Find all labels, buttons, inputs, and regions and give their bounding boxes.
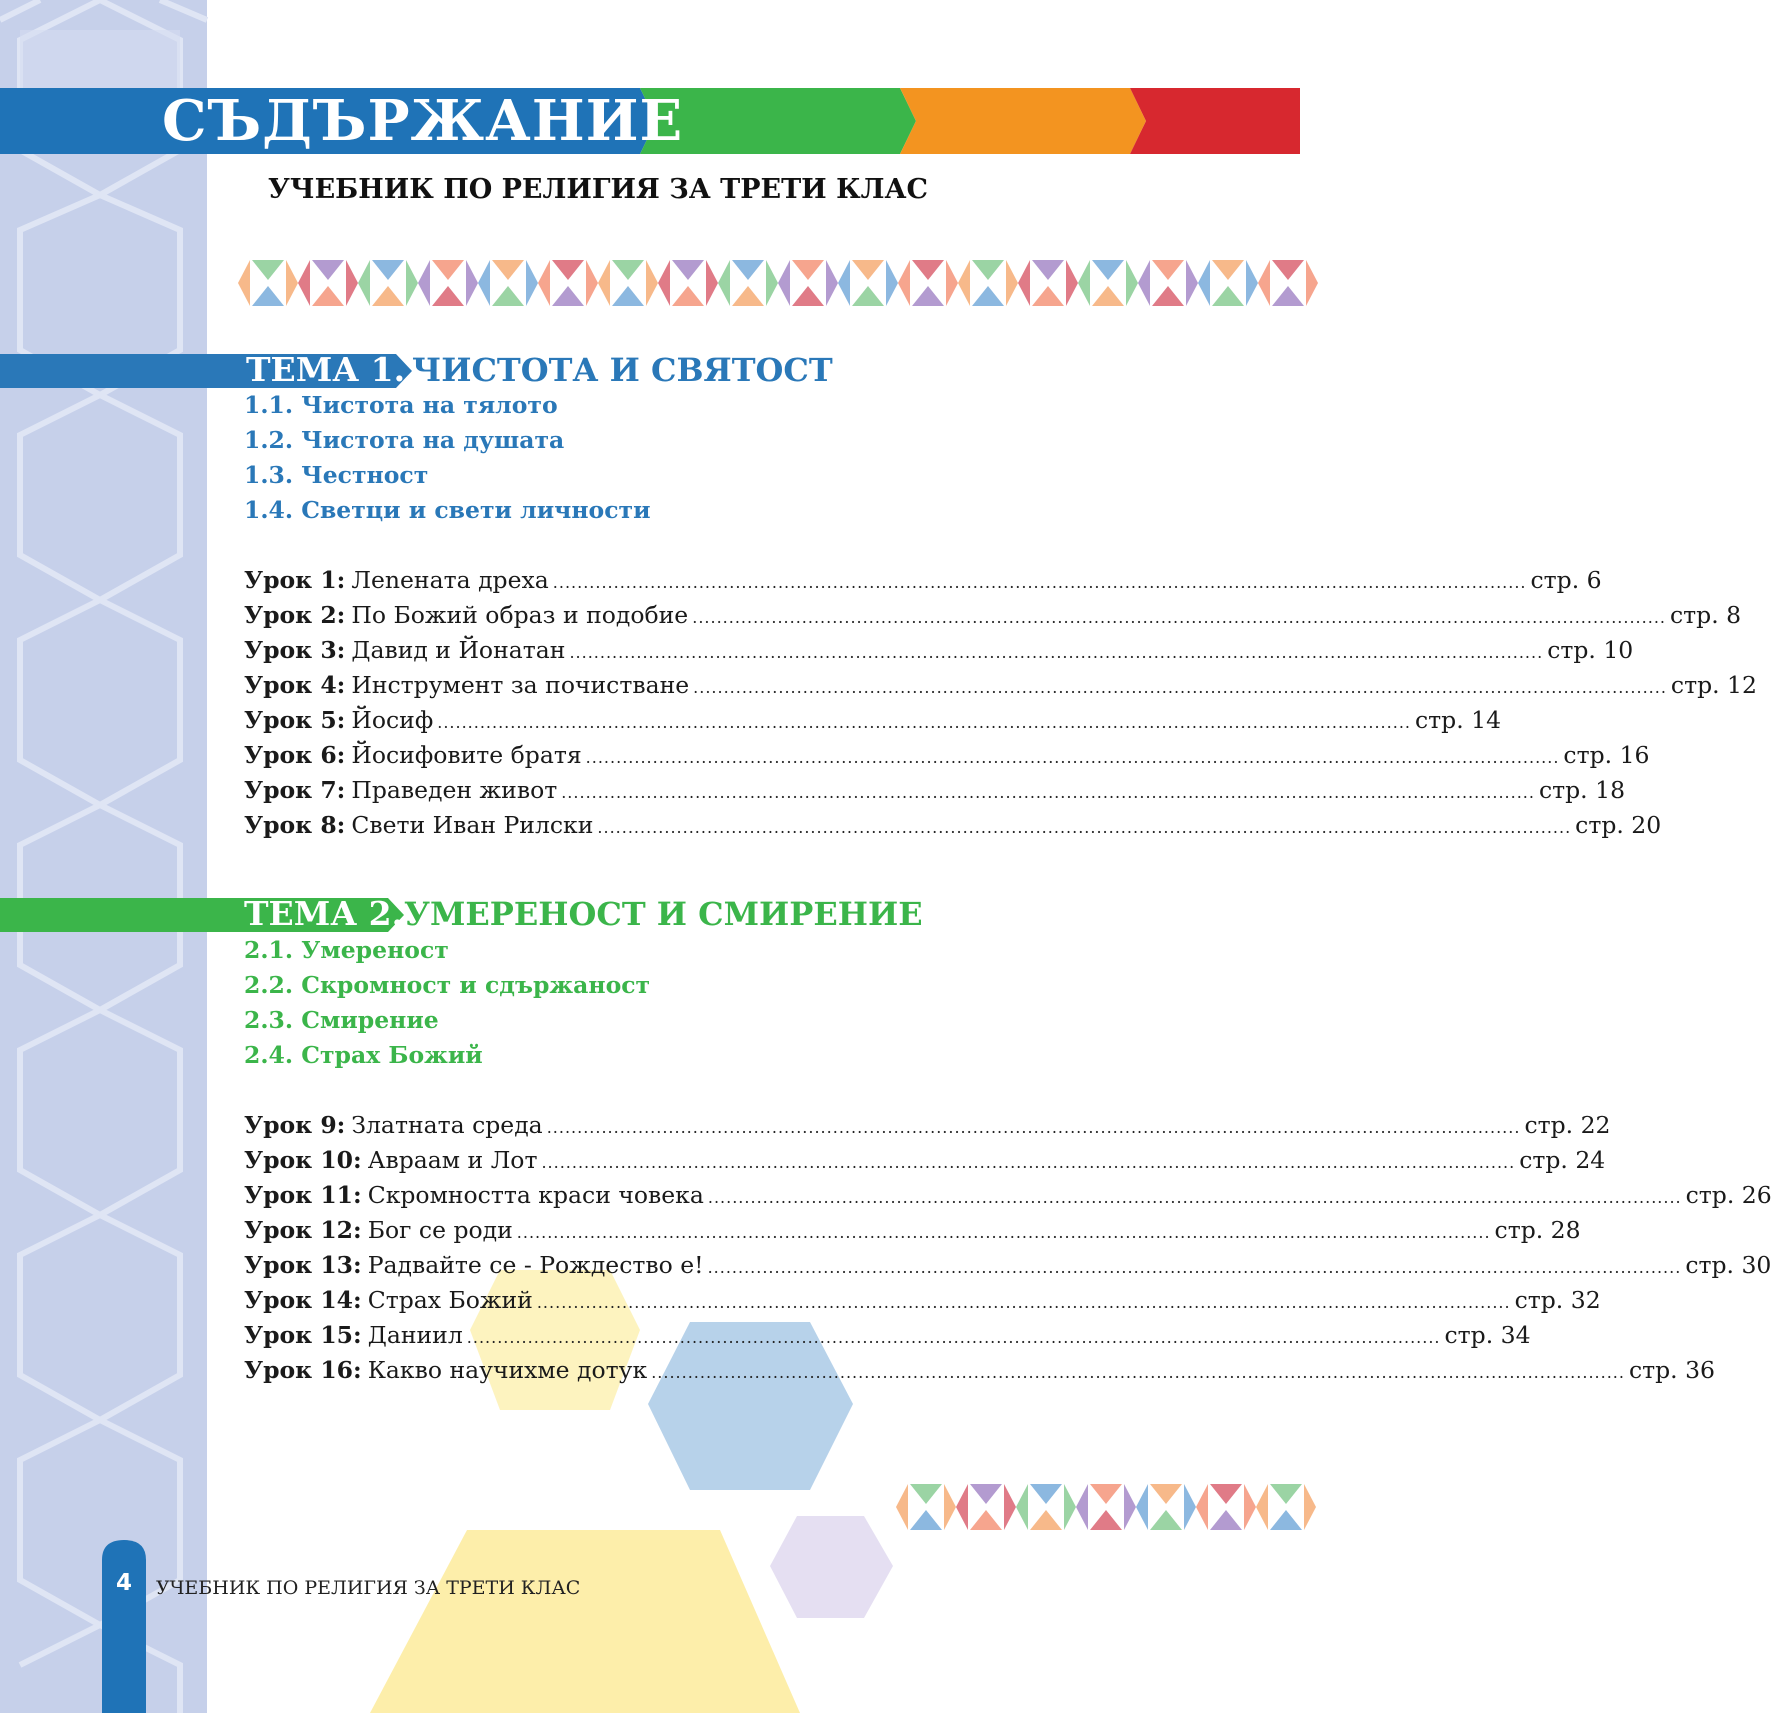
- lesson-page: стр. 12: [1670, 671, 1757, 699]
- lesson-title: Радвайте се - Рождество е!: [367, 1251, 704, 1279]
- dot-leader: ................................................................................................................................................................: [546, 1118, 1521, 1137]
- theme-1-label: ТЕМА 1.: [246, 350, 406, 389]
- pattern-tile: [238, 260, 250, 306]
- pattern-tile: [1150, 1510, 1182, 1530]
- subtopic-item: 1.2. Чистота на душата: [244, 426, 565, 454]
- lesson-number: Урок 5:: [244, 706, 346, 734]
- pattern-tile: [1306, 260, 1318, 306]
- dot-leader: ................................................................................................................................................................: [516, 1223, 1491, 1242]
- subtopic-item: 2.4. Страх Божий: [244, 1041, 483, 1069]
- pattern-tile: [1246, 260, 1258, 306]
- theme-2-label: ТЕМА 2.: [244, 894, 404, 933]
- dot-leader: ................................................................................................................................................................: [552, 573, 1527, 592]
- pattern-tile: [970, 1484, 1002, 1504]
- lesson-page: стр. 16: [1563, 741, 1650, 769]
- dot-leader: ................................................................................................................................................................: [597, 818, 1572, 837]
- pattern-tile: [552, 286, 584, 306]
- lesson-title: Праведен живот: [351, 776, 558, 804]
- pattern-tile: [466, 260, 478, 306]
- lesson-number: Урок 6:: [244, 741, 346, 769]
- lesson-row: [244, 1146, 1606, 1181]
- pattern-tile: [718, 260, 730, 306]
- pattern-tile: [912, 260, 944, 280]
- lesson-title: Йосифовите братя: [351, 741, 582, 769]
- lesson-title: Авраам и Лот: [367, 1146, 538, 1174]
- dot-leader: ................................................................................................................................................................: [707, 1188, 1682, 1207]
- pattern-tile: [286, 260, 298, 306]
- lesson-row: [244, 741, 1650, 776]
- theme-1-lesson-list: [244, 566, 1757, 846]
- pattern-tile: [298, 260, 310, 306]
- pattern-tile: [1272, 286, 1304, 306]
- lesson-title: Свети Иван Рилски: [351, 811, 594, 839]
- pattern-tile: [778, 260, 790, 306]
- pattern-tile: [972, 260, 1004, 280]
- pattern-tile: [1270, 1510, 1302, 1530]
- pattern-tile: [1210, 1484, 1242, 1504]
- dot-leader: ................................................................................................................................................................: [569, 643, 1544, 662]
- subtopic-item: 1.1. Чистота на тялото: [244, 391, 558, 419]
- lesson-page: стр. 22: [1524, 1111, 1611, 1139]
- pattern-tile: [1090, 1510, 1122, 1530]
- lesson-title: Скромността краси човека: [367, 1181, 704, 1209]
- pattern-tile: [492, 260, 524, 280]
- pattern-tile: [1138, 260, 1150, 306]
- subtopic-item: 2.2. Скромност и сдържаност: [244, 971, 651, 999]
- pattern-tile: [372, 286, 404, 306]
- pattern-tile: [658, 260, 670, 306]
- pattern-tile: [1030, 1510, 1062, 1530]
- pattern-tile: [526, 260, 538, 306]
- pattern-tile: [1092, 260, 1124, 280]
- decorative-pattern-border-bottom: [896, 1482, 1300, 1532]
- lesson-row: [244, 1356, 1716, 1391]
- pattern-tile: [912, 286, 944, 306]
- pattern-tile: [492, 286, 524, 306]
- lesson-row: [244, 1111, 1611, 1146]
- decorative-pattern-border-top: [238, 258, 1300, 308]
- dot-leader: ................................................................................................................................................................: [585, 748, 1560, 767]
- dot-leader: ................................................................................................................................................................: [541, 1153, 1516, 1172]
- lesson-number: Урок 4:: [244, 671, 346, 699]
- lesson-page: стр. 20: [1575, 811, 1662, 839]
- pattern-tile: [852, 260, 884, 280]
- lesson-title: Давид и Йонатан: [351, 636, 566, 664]
- pattern-tile: [1006, 260, 1018, 306]
- dot-leader: ................................................................................................................................................................: [651, 1363, 1625, 1382]
- pattern-tile: [346, 260, 358, 306]
- pattern-tile: [1270, 1484, 1302, 1504]
- pattern-tile: [646, 260, 658, 306]
- pattern-tile: [252, 260, 284, 280]
- lesson-title: Йосиф: [351, 706, 434, 734]
- book-subtitle: УЧЕБНИК ПО РЕЛИГИЯ ЗА ТРЕТИ КЛАС: [268, 174, 928, 205]
- lesson-page: стр. 30: [1685, 1251, 1772, 1279]
- pattern-tile: [1018, 260, 1030, 306]
- subtopic-item: 1.3. Честност: [244, 461, 429, 489]
- lavender-hexagon: [770, 1516, 893, 1618]
- pattern-tile: [1210, 1510, 1242, 1530]
- pattern-tile: [312, 286, 344, 306]
- pattern-tile: [432, 286, 464, 306]
- lesson-page: стр. 8: [1669, 601, 1742, 629]
- pattern-tile: [706, 260, 718, 306]
- pattern-tile: [478, 260, 490, 306]
- pattern-tile: [1092, 286, 1124, 306]
- footer-book-title: УЧЕБНИК ПО РЕЛИГИЯ ЗА ТРЕТИ КЛАС: [156, 1577, 581, 1599]
- band-segment-orange: [900, 88, 1146, 154]
- pattern-tile: [672, 286, 704, 306]
- lesson-number: Урок 8:: [244, 811, 346, 839]
- lesson-row: [244, 1181, 1772, 1216]
- pattern-tile: [1152, 260, 1184, 280]
- lesson-number: Урок 3:: [244, 636, 346, 664]
- pattern-tile: [1198, 260, 1210, 306]
- pattern-tile: [1258, 260, 1270, 306]
- pattern-tile: [586, 260, 598, 306]
- pattern-tile: [1304, 1484, 1316, 1530]
- lesson-row: [244, 776, 1626, 811]
- pattern-tile: [886, 260, 898, 306]
- pattern-tile: [732, 260, 764, 280]
- pattern-tile: [1076, 1484, 1088, 1530]
- left-decorative-strip: [0, 0, 207, 1713]
- pattern-tile: [1064, 1484, 1076, 1530]
- pattern-tile: [1150, 1484, 1182, 1504]
- lesson-page: стр. 36: [1628, 1356, 1716, 1384]
- pattern-tile: [910, 1510, 942, 1530]
- pattern-tile: [598, 260, 610, 306]
- pattern-tile: [944, 1484, 956, 1530]
- theme-1-title: ЧИСТОТА И СВЯТОСТ: [412, 351, 833, 389]
- pattern-tile: [372, 260, 404, 280]
- pattern-tile: [1152, 286, 1184, 306]
- pattern-tile: [552, 260, 584, 280]
- lesson-row: [244, 706, 1502, 741]
- lesson-title: Какво научихме дотук: [367, 1356, 648, 1384]
- lesson-title: Даниил: [367, 1321, 463, 1349]
- lesson-page: стр. 24: [1519, 1146, 1606, 1174]
- lesson-row: [244, 671, 1757, 706]
- pattern-tile: [1030, 1484, 1062, 1504]
- lesson-number: Урок 1:: [244, 566, 346, 594]
- dot-leader: ................................................................................................................................................................: [693, 678, 1667, 697]
- theme-2-title: УМЕРЕНОСТ И СМИРЕНИЕ: [404, 895, 923, 933]
- pattern-tile: [792, 260, 824, 280]
- lesson-row: [244, 811, 1662, 846]
- lesson-page: стр. 26: [1685, 1181, 1772, 1209]
- footer-page-tab: [102, 1540, 146, 1713]
- lesson-number: Урок 12:: [244, 1216, 362, 1244]
- pattern-tile: [1004, 1484, 1016, 1530]
- lesson-number: Урок 11:: [244, 1181, 362, 1209]
- pattern-tile: [1186, 260, 1198, 306]
- pattern-tile: [432, 260, 464, 280]
- lesson-number: Урок 2:: [244, 601, 346, 629]
- pattern-tile: [1256, 1484, 1268, 1530]
- pattern-tile: [1184, 1484, 1196, 1530]
- lesson-number: Урок 9:: [244, 1111, 346, 1139]
- lesson-page: стр. 6: [1530, 566, 1602, 594]
- pattern-tile: [896, 1484, 908, 1530]
- pattern-tile: [1272, 260, 1304, 280]
- lesson-title: Инструмент за почистване: [351, 671, 690, 699]
- pattern-tile: [406, 260, 418, 306]
- lesson-page: стр. 18: [1538, 776, 1626, 804]
- lesson-row: [244, 566, 1602, 601]
- lesson-number: Урок 14:: [244, 1286, 362, 1314]
- lesson-number: Урок 16:: [244, 1356, 362, 1384]
- pattern-tile: [972, 286, 1004, 306]
- lesson-number: Урок 7:: [244, 776, 346, 804]
- pattern-tile: [958, 260, 970, 306]
- pattern-tile: [910, 1484, 942, 1504]
- pattern-tile: [898, 260, 910, 306]
- subtopic-item: 2.1. Умереност: [244, 936, 449, 964]
- lesson-title: Лenената дреха: [351, 566, 549, 594]
- subtopic-item: 2.3. Смирение: [244, 1006, 439, 1034]
- lesson-title: По Божий образ и подобие: [351, 601, 689, 629]
- pattern-tile: [358, 260, 370, 306]
- lesson-row: [244, 1216, 1581, 1251]
- pattern-tile: [1090, 1484, 1122, 1504]
- pattern-tile: [1212, 260, 1244, 280]
- theme-1-subtopics: [244, 388, 651, 528]
- pattern-tile: [1124, 1484, 1136, 1530]
- pattern-tile: [766, 260, 778, 306]
- lesson-row: [244, 636, 1634, 671]
- pattern-tile: [852, 286, 884, 306]
- band-segment-red: [1130, 88, 1300, 154]
- pattern-tile: [946, 260, 958, 306]
- lesson-row: [244, 1251, 1772, 1286]
- dot-leader: ................................................................................................................................................................: [437, 713, 1411, 732]
- dot-leader: ................................................................................................................................................................: [561, 783, 1535, 802]
- dot-leader: ................................................................................................................................................................: [466, 1328, 1441, 1347]
- pattern-tile: [792, 286, 824, 306]
- pattern-tile: [826, 260, 838, 306]
- pattern-tile: [612, 286, 644, 306]
- pattern-tile: [838, 260, 850, 306]
- subtopic-item: 1.4. Светци и свети личности: [244, 496, 651, 524]
- lesson-page: стр. 14: [1414, 706, 1502, 734]
- pattern-tile: [612, 260, 644, 280]
- page-number: 4: [115, 1570, 132, 1596]
- lesson-row: [244, 601, 1742, 636]
- pattern-tile: [956, 1484, 968, 1530]
- lesson-number: Урок 15:: [244, 1321, 362, 1349]
- dot-leader: ................................................................................................................................................................: [536, 1293, 1511, 1312]
- pattern-tile: [538, 260, 550, 306]
- lesson-number: Урок 10:: [244, 1146, 362, 1174]
- pattern-tile: [1136, 1484, 1148, 1530]
- pattern-tile: [672, 260, 704, 280]
- dot-leader: ................................................................................................................................................................: [692, 608, 1666, 627]
- dot-leader: ................................................................................................................................................................: [707, 1258, 1682, 1277]
- lesson-row: [244, 1286, 1601, 1321]
- pattern-tile: [732, 286, 764, 306]
- pattern-tile: [312, 260, 344, 280]
- pattern-tile: [970, 1510, 1002, 1530]
- pattern-tile: [1032, 286, 1064, 306]
- pattern-tile: [252, 286, 284, 306]
- lesson-row: [244, 1321, 1531, 1356]
- page-title: СЪДЪРЖАНИЕ: [162, 88, 684, 154]
- pattern-tile: [418, 260, 430, 306]
- pattern-tile: [1126, 260, 1138, 306]
- lesson-page: стр. 10: [1547, 636, 1634, 664]
- yellow-hexagon-large: [370, 1530, 800, 1713]
- pattern-tile: [1066, 260, 1078, 306]
- pattern-tile: [1212, 286, 1244, 306]
- theme-2-subtopics: [244, 933, 650, 1073]
- lesson-title: Златната среда: [351, 1111, 543, 1139]
- lesson-page: стр. 32: [1514, 1286, 1601, 1314]
- pattern-tile: [1032, 260, 1064, 280]
- lesson-page: стр. 34: [1444, 1321, 1531, 1349]
- lesson-number: Урок 13:: [244, 1251, 362, 1279]
- pattern-tile: [1196, 1484, 1208, 1530]
- theme-2-lesson-list: [244, 1111, 1772, 1391]
- lesson-page: стр. 28: [1494, 1216, 1581, 1244]
- lesson-title: Страх Божий: [367, 1286, 533, 1314]
- pattern-tile: [1244, 1484, 1256, 1530]
- pattern-tile: [1016, 1484, 1028, 1530]
- lesson-title: Бог се роди: [367, 1216, 513, 1244]
- pattern-tile: [1078, 260, 1090, 306]
